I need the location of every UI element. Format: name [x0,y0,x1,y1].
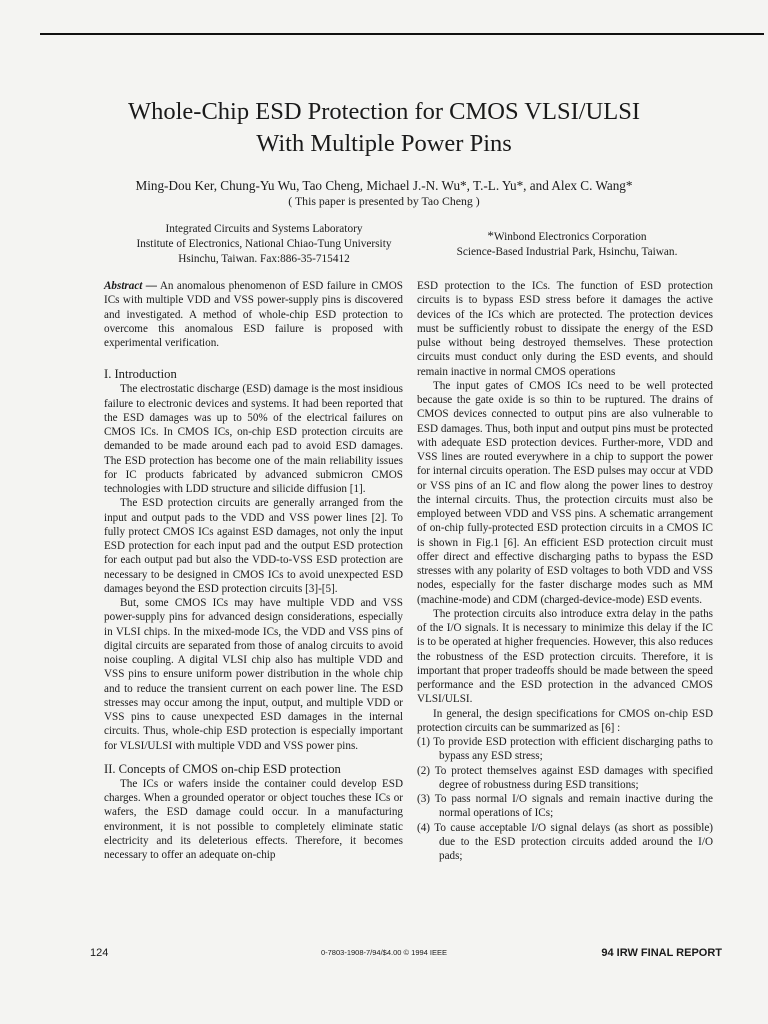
report-label: 94 IRW FINAL REPORT [601,947,722,959]
section-heading-introduction: I. Introduction [104,367,177,382]
paragraph: The protection circuits also introduce extra delay in the paths of the I/O signals. It is necessary to minimize this delay if the IC is to be operated at higher frequencies. However, this also reduces the robustness of the ESD protection circuits. Therefore, it is important that proper tradeoffs should be made between the speed performance and the ESD protection in the advanced CMOS VLSI/ULSI. [417,607,713,706]
affiliation-nctu [108,222,420,267]
paper-title [0,96,768,160]
paragraph: The electrostatic discharge (ESD) damage is the most insidious failure to electronic devices and systems. It had been reported that the ESD damages was up to 50% of the electrical failures on CMOS ICs. In CMOS ICs, on-chip ESD protection circuits are demanded to be made around each pad to avoid ESD damages. The ESD protection has become one of the main reliability issues for IC products fabricated by advanced submicron CMOS technologies with LDD structure and silicide diffusion [1]. [104,383,403,495]
presenter-note: ( This paper is presented by Tao Cheng ) [288,194,480,208]
affiliation-line: Hsinchu, Taiwan. Fax:886-35-715412 [178,253,350,265]
affiliation-marker: * [487,228,494,243]
paragraph: ESD protection to the ICs. The function of ESD protection circuits is to bypass ESD stress before it damages the active devices of the ICs which are protected. The protection devices must be sufficiently robust to dissipate the energy of the ESD pulse without being destroyed themselves. These protection circuits must conduct only during the ESD events, and should remain inactive in normal CMOS operations [417,280,713,378]
list-item: (1) To provide ESD protection with efficient discharging paths to bypass any ESD stress; [417,736,713,763]
affiliation-name: Winbond Electronics Corporation [493,231,647,243]
copyright-code: 0-7803-1908-7/94/$4.00 © 1994 IEEE [320,948,448,957]
author-list: Ming-Dou Ker, Chung-Yu Wu, Tao Cheng, Michael J.-N. Wu*, T.-L. Yu*, and Alex C. Wang* [135,178,633,193]
paragraph: The input gates of CMOS ICs need to be well protected because the gate oxide is so thin to be ruptured. The drains of CMOS devices connected to output pins are also vulnerable to ESD damages. Thus, both input and output pins must be protected with adequate ESD protection devices. Further-more, VDD and VSS lines are routed everywhere in a chip to support the power for internal circuits operation. The ESD pulses may occur at VDD or VSS pins of an IC and flow along the power lines to destroy the internal circuits. Thus, the protection circuits must also be employed between VDD and VSS pins. A schematic arrangement of on-chip fully-protected ESD protection circuits in a CMOS IC is shown in Fig.1 [6]. An efficient ESD protection circuit must offer direct and effective discharging paths to bypass the ESD stresses with any polarity of ESD voltages to both VDD and VSS nodes, especially for the faster discharge modes such as MM (machine-mode) and CDM (charged-device-mode) ESD events. [417,379,713,606]
paragraph: In general, the design specifications for CMOS on-chip ESD protection circuits can be summarized as [6] : [417,707,713,734]
abstract-text: An anomalous phenomenon of ESD failure in CMOS ICs with multiple VDD and VSS power-supply pins is discovered and investigated. A method of whole-chip ESD protection to overcome this anomalous ESD failure is proposed with experimental verification. [104,280,403,349]
abstract-label: Abstract — [104,280,157,292]
right-column [417,279,713,863]
title-line-1: Whole-Chip ESD Protection for CMOS VLSI/ULSI [128,98,640,125]
section-heading-concepts: II. Concepts of CMOS on-chip ESD protection [104,761,341,776]
list-item: (3) To pass normal I/O signals and remain inactive during the normal operations of ICs; [417,793,713,820]
title-line-2: With Multiple Power Pins [256,130,512,157]
paragraph: But, some CMOS ICs may have multiple VDD and VSS power-supply pins for advanced design considerations, especially in VLSI chips. In the mixed-mode ICs, the VDD and VSS pins of digital circuits are separated from those of analog circuits to avoid noise coupling. A digital VLSI chip also has multiple VDD and VSS pins to ensure uniform power distribution in the whole chip and to reduce the transient current on each power line. The ESD stresses may occur among the input, output, and multiple VDD or VSS pins to cause unexpected ESD damages in the internal circuits. Thus, whole-chip ESD protection is especially important for VLSI/ULSI with multiple VDD and VSS power pins. [104,597,403,752]
affiliation-line: Institute of Electronics, National Chiao-Tung University [136,238,392,250]
spec-list [417,735,713,863]
affiliation-winbond [416,228,718,260]
affiliation-line: Integrated Circuits and Systems Laboratory [165,223,363,235]
affiliation-line: Science-Based Industrial Park, Hsinchu, Taiwan. [456,246,678,258]
affiliation-line [416,228,718,245]
list-item: (2) To protect themselves against ESD damages with specified degree of robustness during ESD transitions; [417,764,713,791]
paragraph: The ICs or wafers inside the container could develop ESD charges. When a grounded operator or object touches these ICs or wafers, the ESD damage could occur. In a manufacturing environment, it is not possible to completely eliminate static electricity and its deleterious effects. Therefore, it becomes necessary to offer an adequate on-chip [104,777,403,861]
header-rule [40,33,764,35]
paragraph: The ESD protection circuits are generally arranged from the input and output pads to the VDD and VSS power lines [2]. To fully protect CMOS ICs against ESD damages, not only the input ESD protection for each input pad and the output ESD protection for each output pad but also the VDD-to-VSS ESD protection are necessary to be designed in CMOS ICs to avoid unexpected ESD damages beyond the ESD protection circuits [3]-[5]. [104,497,403,595]
abstract [104,279,403,350]
page-number: 124 [90,947,109,959]
left-column [104,279,403,862]
list-item: (4) To cause acceptable I/O signal delays (as short as possible) due to the ESD protection circuits added around the I/O pads; [417,821,713,862]
